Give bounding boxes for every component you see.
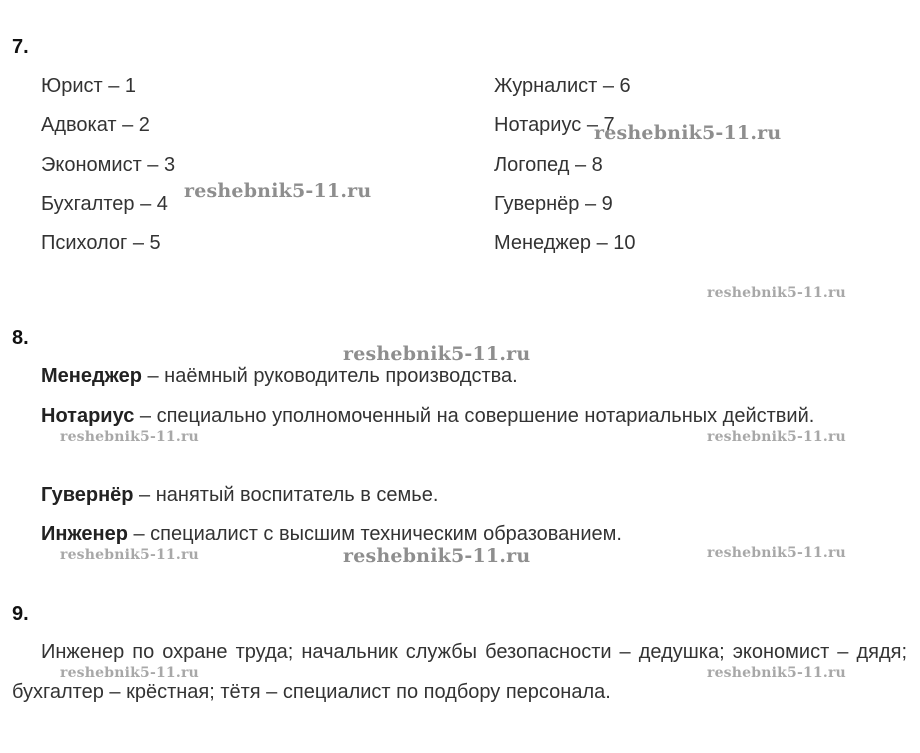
watermark: reshebnik5-11.ru	[343, 343, 531, 365]
list-item: Менеджер – 10	[494, 232, 636, 254]
list-item: Логопед – 8	[494, 154, 603, 176]
watermark: reshebnik5-11.ru	[60, 547, 199, 563]
list-item: Бухгалтер – 4	[41, 193, 168, 215]
list-item: Журналист – 6	[494, 75, 631, 97]
watermark: reshebnik5-11.ru	[707, 545, 846, 561]
list-item: Психолог – 5	[41, 232, 161, 254]
section-9-number: 9.	[12, 603, 29, 625]
watermark: reshebnik5-11.ru	[60, 665, 199, 681]
answer-text: Инженер по охране труда; начальник службы безопасности – дедушка; экономист – дядя; бухгалтер – крёстная; тётя – специалист по подбору персонала.	[12, 641, 907, 703]
watermark: reshebnik5-11.ru	[184, 180, 372, 202]
section-8-number: 8.	[12, 327, 29, 349]
list-item: Нотариус – 7	[494, 114, 615, 136]
definition-term: Нотариус	[41, 405, 135, 427]
watermark: reshebnik5-11.ru	[707, 429, 846, 445]
definition-text: – специально уполномоченный на совершение нотариальных действий.	[134, 405, 815, 427]
definition-text: – специалист с высшим техническим образованием.	[127, 523, 622, 545]
list-item: Гувернёр – 9	[494, 193, 613, 215]
watermark: reshebnik5-11.ru	[707, 285, 846, 301]
watermark: reshebnik5-11.ru	[707, 665, 846, 681]
definition-term: Гувернёр	[41, 484, 134, 506]
definition-text: – наёмный руководитель производства.	[141, 365, 518, 387]
list-item: Адвокат – 2	[41, 114, 150, 136]
definition	[12, 475, 907, 515]
watermark: reshebnik5-11.ru	[60, 429, 199, 445]
list-item: Экономист – 3	[41, 154, 176, 176]
definition-term: Менеджер	[41, 365, 142, 387]
definition-term: Инженер	[41, 523, 128, 545]
watermark: reshebnik5-11.ru	[594, 122, 782, 144]
list-item: Юрист – 1	[41, 75, 137, 97]
section-7-number: 7.	[12, 36, 29, 58]
definition-text: – нанятый воспитатель в семье.	[133, 484, 439, 506]
watermark: reshebnik5-11.ru	[343, 545, 531, 567]
